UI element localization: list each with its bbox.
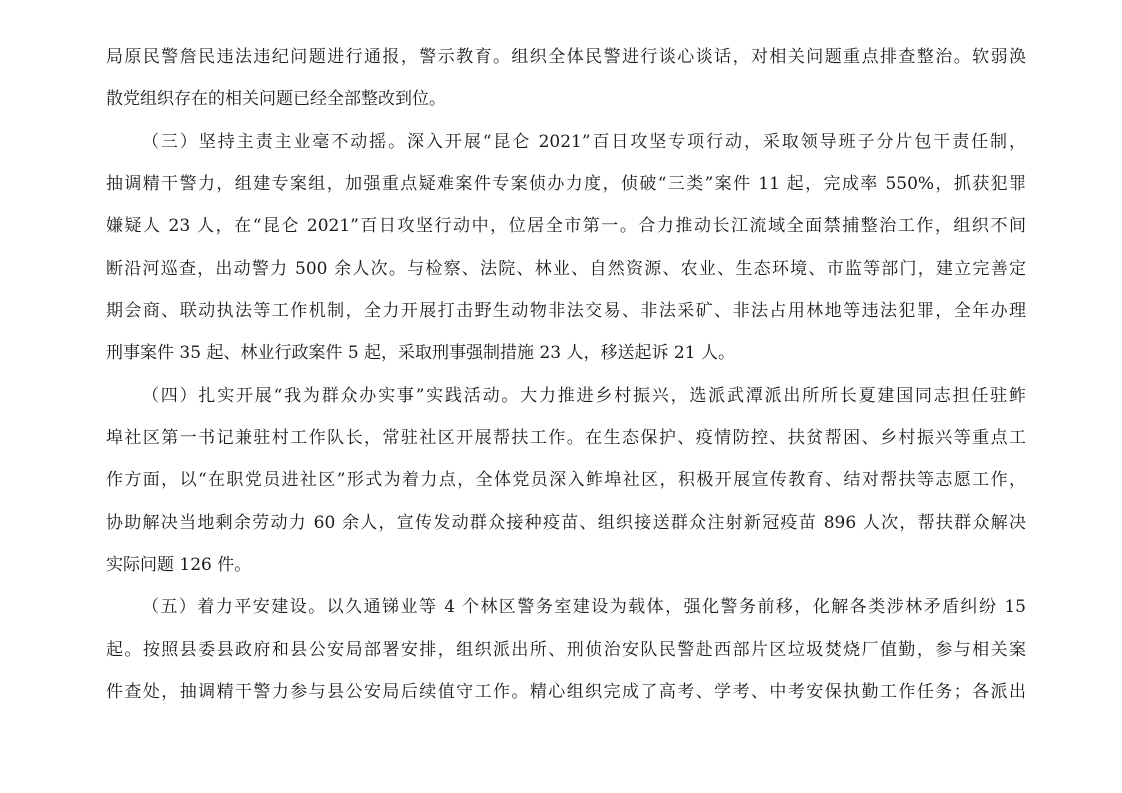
paragraph-4-heading-line: （四）扎实开展“我为群众办实事”实践活动。大力推进乡村振兴，选派武潭派出所所长夏建国同志担任驻鲊 bbox=[142, 386, 1026, 406]
text-line-7: 期会商、联动执法等工作机制，全力开展打击野生动物非法交易、非法采矿、非法占用林地等违法犯罪，全年办理 bbox=[106, 301, 1026, 321]
text-line-8: 刑事案件 35 起、林业行政案件 5 起，采取刑事强制措施 23 人，移送起诉 21 人。 bbox=[106, 343, 735, 363]
text-line-6: 断沿河巡查，出动警力 500 余人次。与检察、法院、林业、自然资源、农业、生态环境、市监等部门，建立完善定 bbox=[106, 259, 1026, 279]
text-line-4: 抽调精干警力，组建专案组，加强重点疑难案件专案侦办力度，侦破“三类”案件 11 起，完成率 550%，抓获犯罪 bbox=[106, 174, 1026, 194]
text-line-16: 件查处，抽调精干警力参与县公安局后续值守工作。精心组织完成了高考、学考、中考安保执勤工作任务；各派出 bbox=[106, 682, 1026, 702]
text-line-1: 局原民警詹民违法违纪问题进行通报，警示教育。组织全体民警进行谈心谈话，对相关问题重点排查整治。软弱涣 bbox=[106, 47, 1026, 67]
text-line-2: 散党组织存在的相关问题已经全部整改到位。 bbox=[106, 89, 446, 109]
text-line-12: 协助解决当地剩余劳动力 60 余人，宣传发动群众接种疫苗、组织接送群众注射新冠疫苗 896 人次，帮扶群众解决 bbox=[106, 513, 1026, 533]
text-line-5: 嫌疑人 23 人，在“昆仑 2021”百日攻坚行动中，位居全市第一。合力推动长江流域全面禁捕整治工作，组织不间 bbox=[106, 216, 1026, 236]
text-line-10: 埠社区第一书记兼驻村工作队长，常驻社区开展帮扶工作。在生态保护、疫情防控、扶贫帮困、乡村振兴等重点工 bbox=[106, 428, 1026, 448]
paragraph-3-heading-line: （三）坚持主责主业毫不动摇。深入开展“昆仑 2021”百日攻坚专项行动，采取领导班子分片包干责任制， bbox=[142, 132, 1026, 152]
text-line-13: 实际问题 126 件。 bbox=[106, 555, 252, 575]
text-line-11: 作方面，以“在职党员进社区”形式为着力点，全体党员深入鲊埠社区，积极开展宣传教育、结对帮扶等志愿工作， bbox=[106, 470, 1026, 490]
paragraph-5-heading-line: （五）着力平安建设。以久通锑业等 4 个林区警务室建设为载体，强化警务前移，化解各类涉林矛盾纠纷 15 bbox=[142, 597, 1026, 617]
text-line-15: 起。按照县委县政府和县公安局部署安排，组织派出所、刑侦治安队民警赴西部片区垃圾焚烧厂值勤，参与相关案 bbox=[106, 640, 1026, 660]
